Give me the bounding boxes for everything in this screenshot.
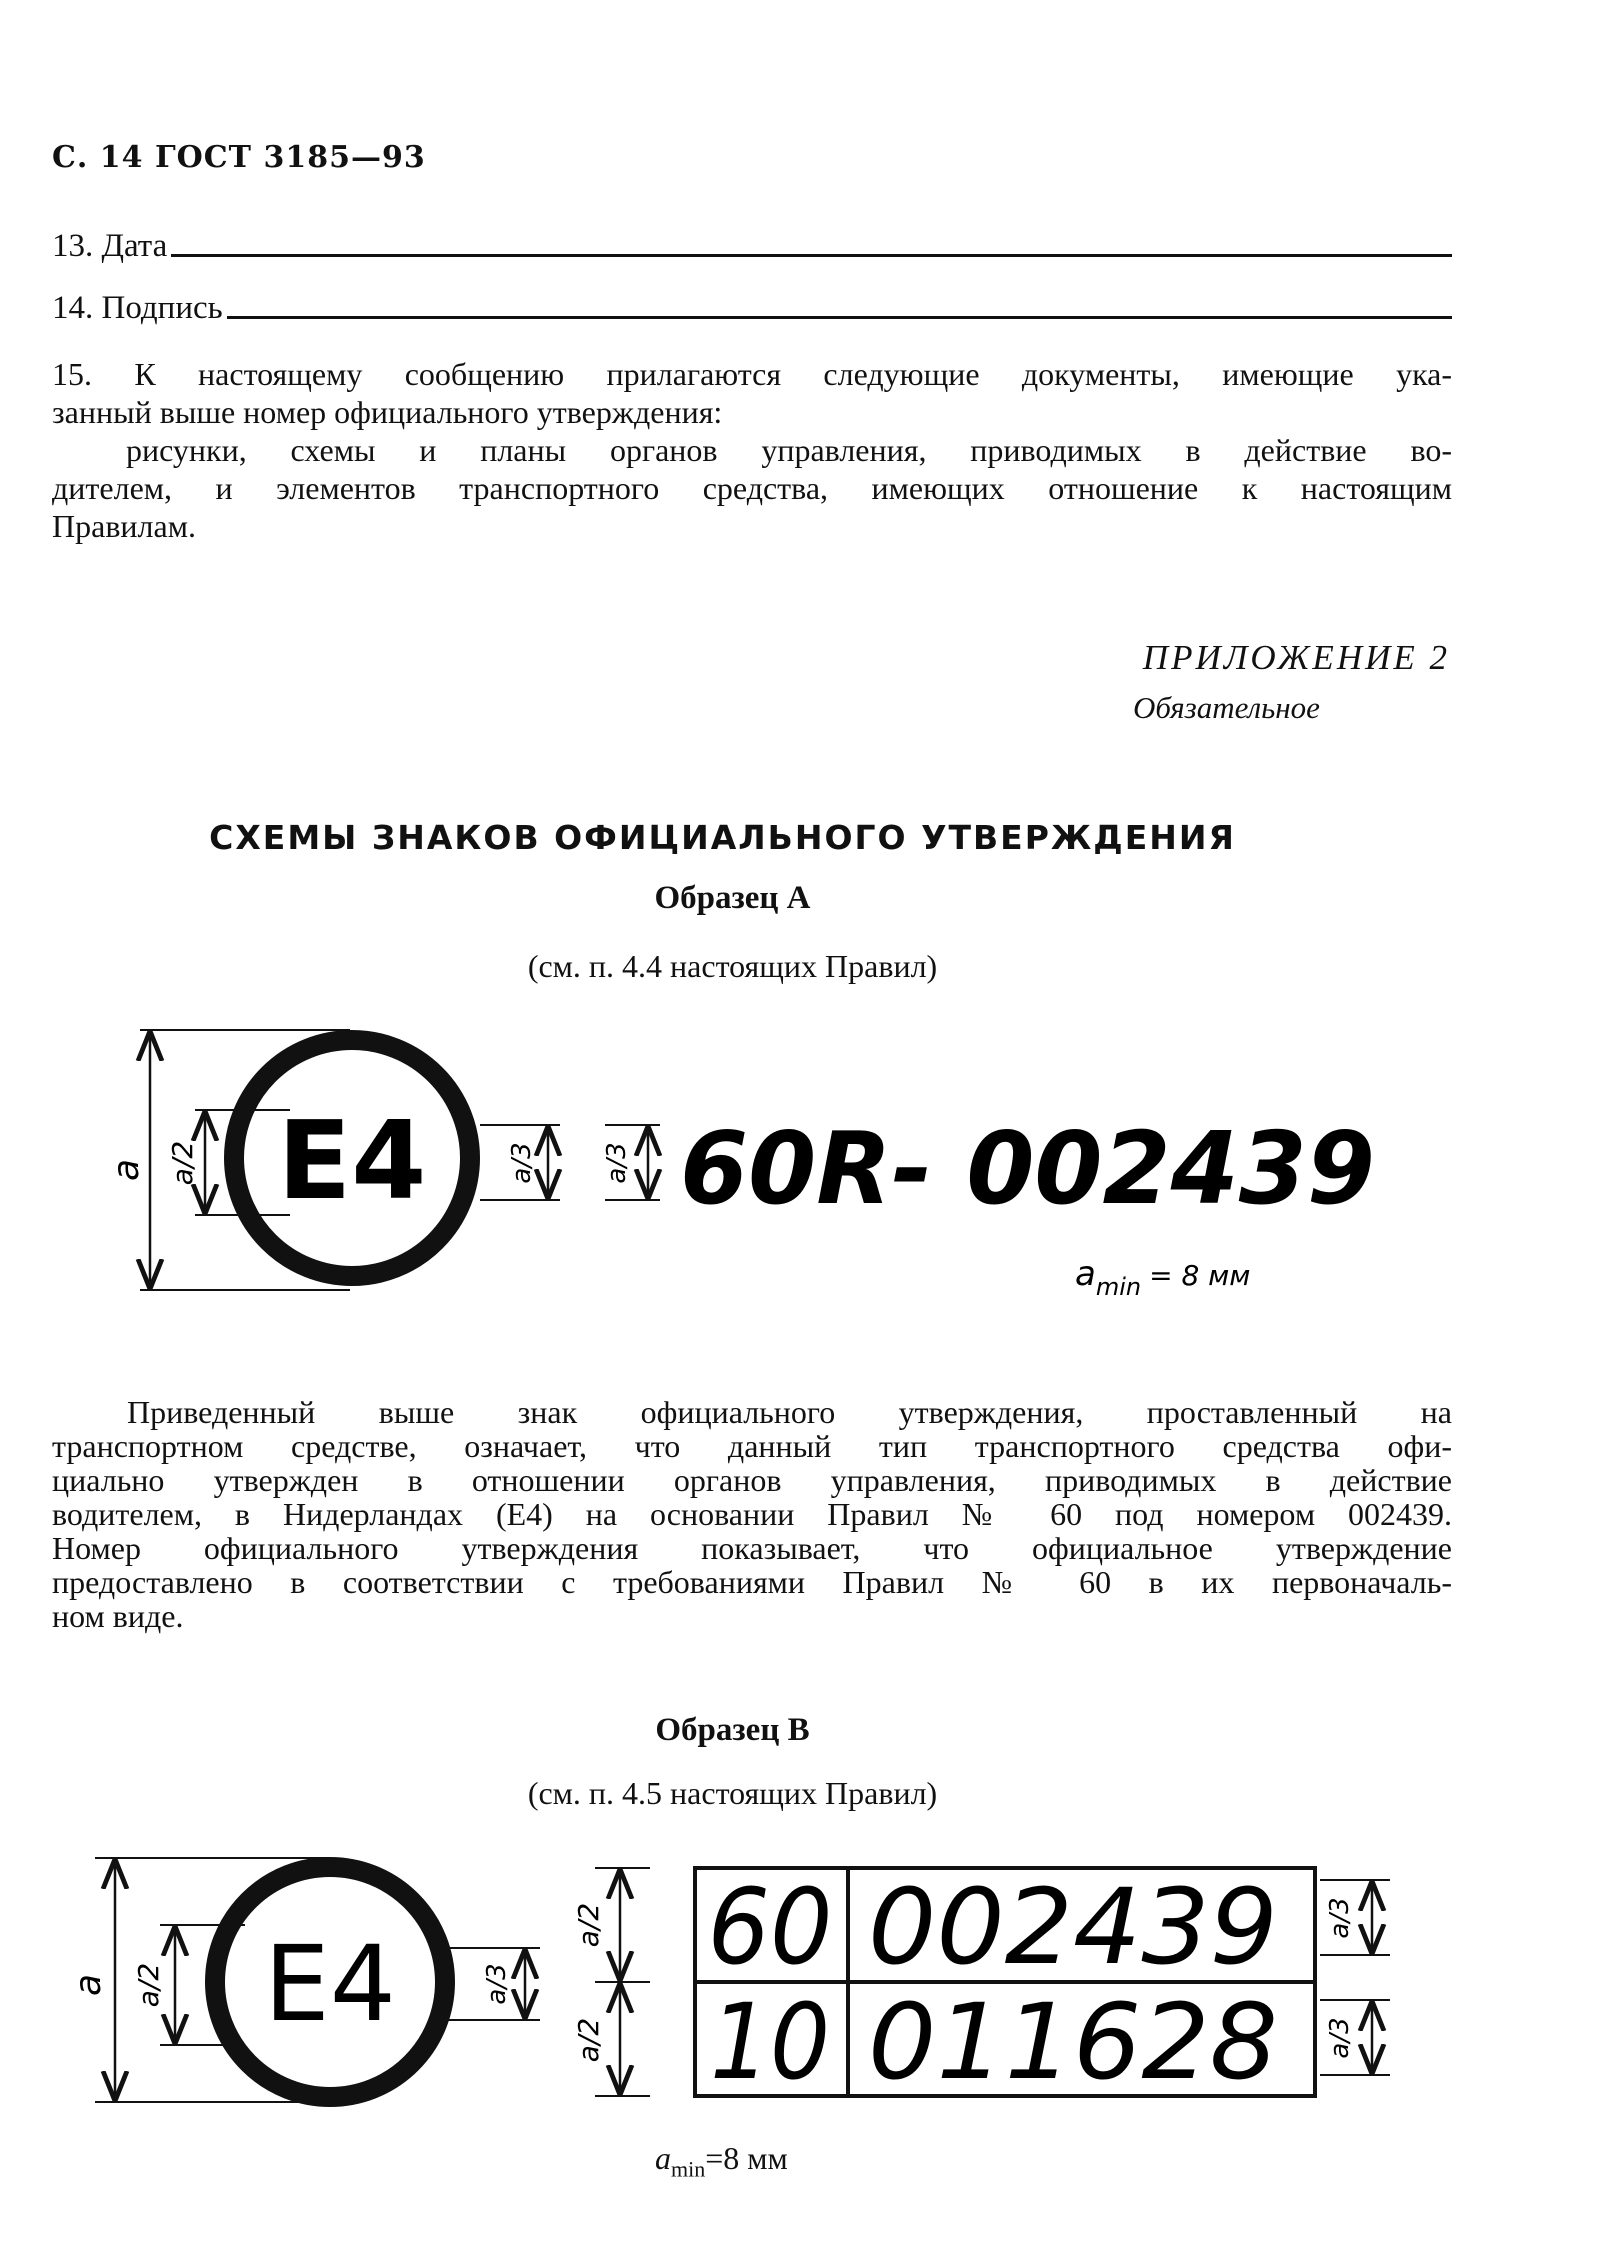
approval-number: 002439 bbox=[868, 1866, 1278, 1988]
dim-label-a-third: a/3 bbox=[507, 1142, 537, 1184]
item-15-line: занный выше номер официального утверждения: bbox=[52, 394, 723, 430]
dimension-table-thirds bbox=[1320, 1880, 1390, 2075]
item-15-line: 15. К настоящему сообщению прилагаются следующие документы, имеющие ука- bbox=[52, 356, 1452, 392]
min-size-sub: min bbox=[1095, 1273, 1142, 1301]
sample-a-reference: (см. п. 4.4 настоящих Правил) bbox=[527, 948, 938, 984]
item-15-line: Правилам. bbox=[52, 508, 196, 544]
dim-label-a-half: a/2 bbox=[572, 2017, 605, 2063]
min-size-value: = 8 мм bbox=[1149, 1259, 1251, 1292]
dim-label-a-half: a/2 bbox=[132, 1962, 165, 2008]
explanation-line: Приведенный выше знак официального утверждения, проставленный на bbox=[127, 1394, 1452, 1430]
sample-b-title: Образец В bbox=[655, 1712, 810, 1748]
dimension-a-third-number bbox=[602, 1125, 660, 1200]
dim-label-a-half: a/2 bbox=[166, 1140, 199, 1186]
explanation-line: транспортном средстве, означает, что данный тип транспортного средства офи- bbox=[52, 1428, 1452, 1464]
form-item-label: 13. Дата bbox=[52, 228, 168, 264]
item-15-line: рисунки, схемы и планы органов управления, приводимых в действие во- bbox=[126, 432, 1452, 468]
regulation-number: 60 bbox=[707, 1866, 833, 1988]
explanation-line: ном виде. bbox=[52, 1598, 184, 1634]
explanation-line: Номер официального утверждения показывает, что официальное утверждение bbox=[52, 1530, 1452, 1566]
dimension-table-halves bbox=[572, 1868, 650, 2096]
dimension-a-third-circle bbox=[480, 1125, 560, 1200]
section-title: СХЕМЫ ЗНАКОВ ОФИЦИАЛЬНОГО УТВЕРЖДЕНИЯ bbox=[209, 818, 1236, 857]
page-header: С. 14 ГОСТ 3185—93 bbox=[52, 140, 426, 175]
appendix-title: ПРИЛОЖЕНИЕ 2 bbox=[1142, 638, 1450, 677]
dim-label-a-third: a/3 bbox=[1325, 2017, 1355, 2059]
regulation-number: 10 bbox=[710, 1981, 830, 2103]
form-item-date bbox=[52, 228, 1452, 265]
fill-line bbox=[171, 254, 1452, 257]
dim-label-a-third: a/3 bbox=[1325, 1897, 1355, 1939]
min-size-symbol: a bbox=[1075, 1254, 1096, 1294]
approval-number: 60R- 002439 bbox=[680, 1110, 1375, 1227]
svg-text:amin= 8 мм bbox=[1075, 1254, 1250, 1301]
sample-a-explanation bbox=[52, 1395, 1452, 1633]
approval-table bbox=[695, 1866, 1315, 2103]
form-item-signature bbox=[52, 290, 1452, 327]
appendix-status: Обязательное bbox=[1133, 690, 1320, 725]
dim-label-a-third: a/3 bbox=[482, 1963, 512, 2005]
item-15-line: дителем, и элементов транспортного средства, имеющих отношение к настоящим bbox=[52, 470, 1452, 506]
explanation-line: водителем, в Нидерландах (Е4) на основании Правил № 60 под номером 002439. bbox=[52, 1496, 1452, 1532]
country-code: E4 bbox=[277, 1099, 427, 1224]
sample-b-mark bbox=[0, 1840, 1605, 2140]
country-code: E4 bbox=[264, 1923, 396, 2045]
sample-b-min-size bbox=[655, 2140, 788, 2182]
item-15 bbox=[52, 355, 1452, 545]
explanation-line: циально утвержден в отношении органов управления, приводимых в действие bbox=[52, 1462, 1452, 1498]
min-size-sub: min bbox=[671, 2156, 706, 2182]
approval-number: 011628 bbox=[868, 1981, 1278, 2103]
form-item-label: 14. Подпись bbox=[52, 290, 223, 326]
min-size-note bbox=[1075, 1254, 1250, 1301]
sample-a-mark bbox=[0, 1010, 1605, 1320]
min-size-symbol: a bbox=[655, 2140, 671, 2176]
dim-label-a-third: a/3 bbox=[602, 1142, 632, 1184]
explanation-line: предоставлено в соответствии с требованиями Правил № 60 в их первоначаль- bbox=[52, 1564, 1452, 1600]
dim-label-a-half: a/2 bbox=[572, 1902, 605, 1948]
sample-a-title: Образец А bbox=[654, 880, 811, 916]
fill-line bbox=[227, 316, 1452, 319]
sample-b-reference: (см. п. 4.5 настоящих Правил) bbox=[527, 1775, 938, 1811]
dim-label-a: a bbox=[106, 1158, 147, 1182]
dim-label-a: a bbox=[68, 1973, 109, 1997]
min-size-value: =8 мм bbox=[705, 2140, 788, 2176]
